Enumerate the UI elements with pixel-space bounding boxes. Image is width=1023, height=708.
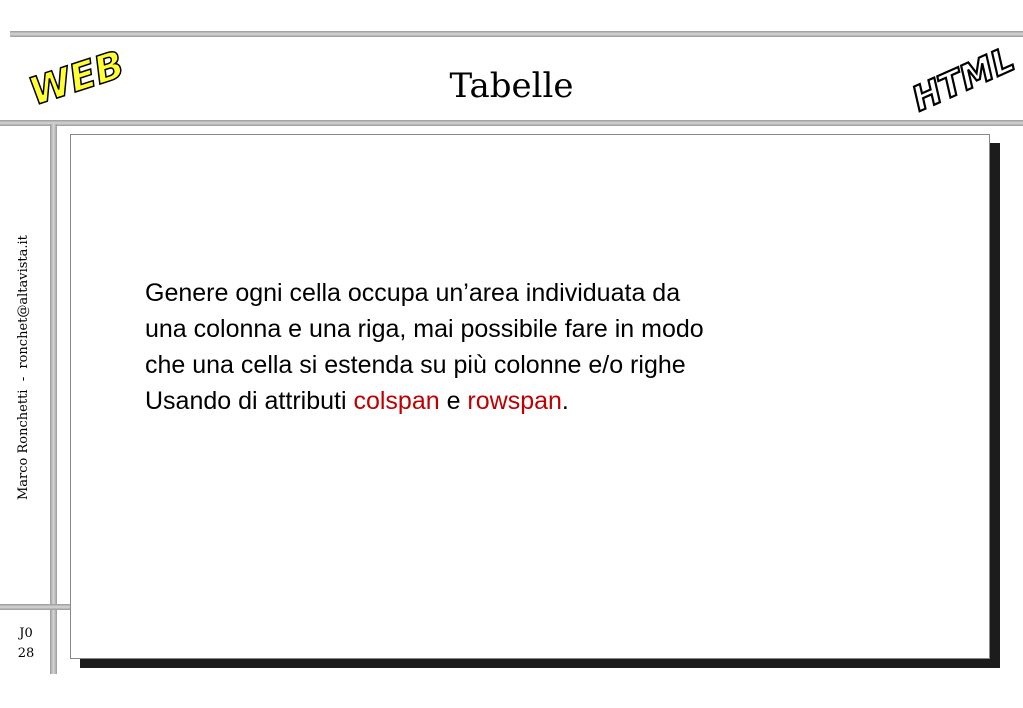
body-line-4-prefix: Usando di attributi (145, 387, 354, 415)
left-rule (50, 124, 57, 674)
slide-title: Tabelle (449, 66, 574, 106)
body-line-4-suffix: . (561, 387, 569, 415)
slide-number (12, 624, 40, 664)
keyword-rowspan: rowspan (467, 387, 562, 415)
footer-rule (0, 604, 70, 610)
body-line-4 (145, 383, 865, 419)
keyword-colspan: colspan (353, 387, 440, 415)
body-line-3: che una cella si estenda su più colonne e/o righe (145, 351, 686, 379)
slide-number-page: 28 (17, 646, 35, 661)
body-line-2: una colonna e una riga, mai possibile fare in modo (145, 315, 704, 343)
content-box (70, 134, 990, 659)
web-logo-text: WEB (23, 42, 130, 114)
header-rule (0, 120, 1023, 126)
author-footer: Marco Ronchetti - ronchet@altavista.it (16, 235, 31, 500)
body-text (145, 275, 865, 419)
body-line-4-conjunction: e (439, 387, 468, 415)
html-logo-text: HTML (906, 39, 1021, 120)
top-rule (10, 31, 1023, 37)
body-line-1: Genere ogni cella occupa un’area individuata da (145, 279, 681, 307)
slide-number-section: J0 (19, 626, 33, 641)
